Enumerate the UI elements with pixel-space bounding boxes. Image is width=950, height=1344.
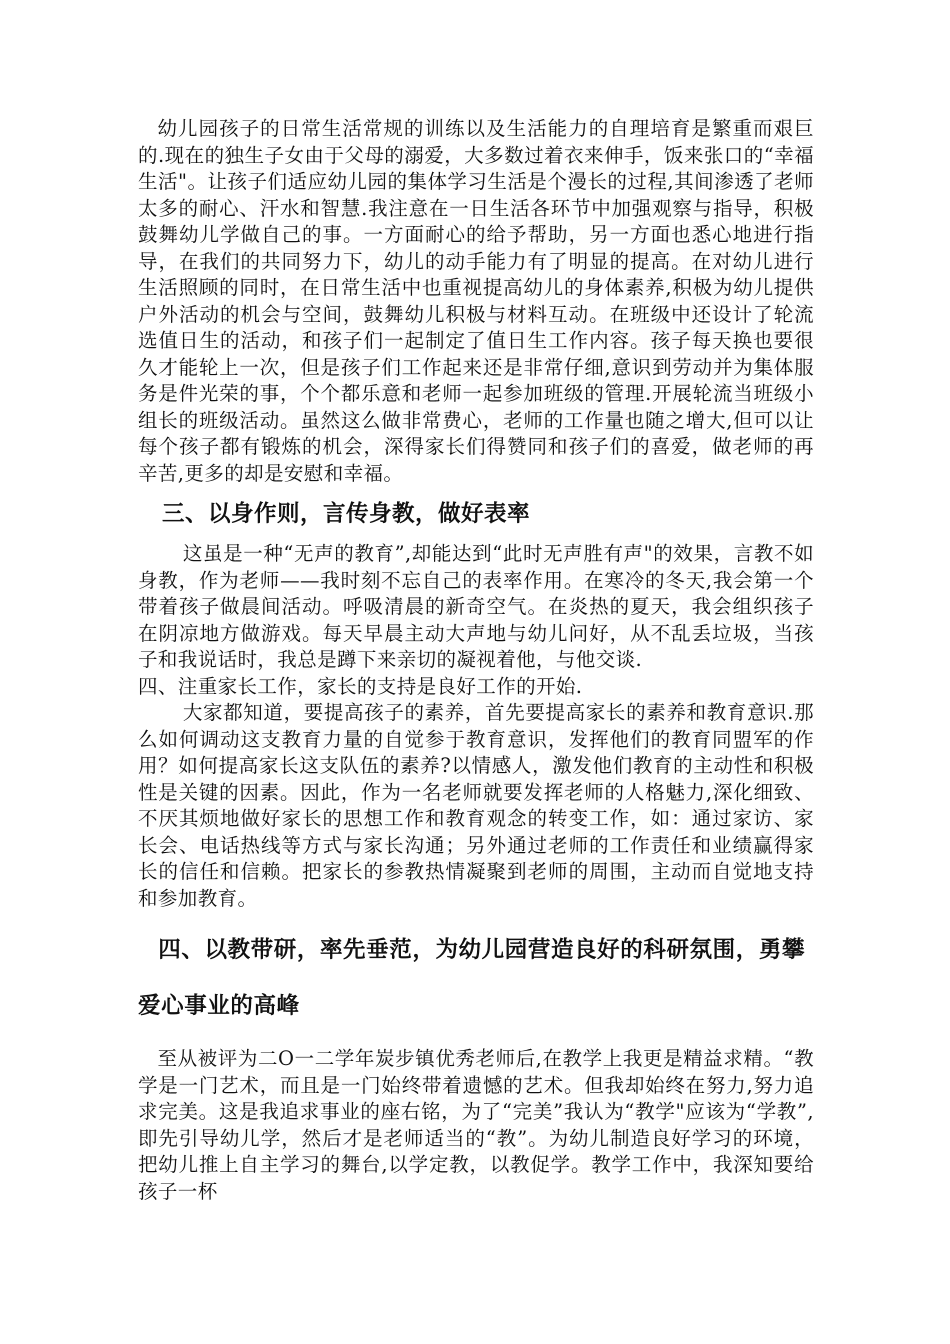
- paragraph-leading-by-example: 这虽是一种“无声的教育”,却能达到“此时无声胜有声"的效果，言教不如身教，作为老师——我时刻不忘自己的表率作用。在寒冷的冬天,我会第一个带着孩子做晨间活动。呼吸清晨的新奇空气。在炎热的夏天，我会组织孩子在阴凉地方做游戏。每天早晨主动大声地与幼儿问好，从不乱丢垃圾，当孩子和我说话时，我总是蹲下来亲切的凝视着他，与他交谈.: [138, 542, 814, 671]
- paragraph-teaching-research: 至从被评为二O一二学年炭步镇优秀老师后,在教学上我更是精益求精。“教学是一门艺术，而且是一门始终带着遗憾的艺术。但我却始终在努力,努力追求完美。这是我追求事业的座右铭，为了“完美”我认为“教学"应该为“学教”,即先引导幼儿学，然后才是老师适当的“教”。为幼儿制造良好学习的环境，把幼儿推上自主学习的舞台,以学定教，以教促学。教学工作中，我深知要给孩子一杯: [138, 1047, 814, 1203]
- section-heading-4: 四、以教带研，率先垂范，为幼儿园营造良好的科研氛围，勇攀爱心事业的高峰: [138, 937, 806, 1019]
- section-heading-3: 三、以身作则，言传身教，做好表率: [162, 501, 531, 527]
- paragraph-daily-routine: 幼儿园孩子的日常生活常规的训练以及生活能力的自理培育是繁重而艰巨的.现在的独生子女由于父母的溺爱，大多数过着衣来伸手，饭来张口的“幸福生活"。让孩子们适应幼儿园的集体学习生活是个漫长的过程,其间渗透了老师太多的耐心、汗水和智慧.我注意在一日生活各环节中加强观察与指导，积极鼓舞幼儿学做自己的事。一方面耐心的给予帮助，另一方面也悉心地进行指导，在我们的共同努力下，幼儿的动手能力有了明显的提高。在对幼儿进行生活照顾的同时，在日常生活中也重视提高幼儿的身体素养,积极为幼儿提供户外活动的机会与空间，鼓舞幼儿积极与材料互动。在班级中还设计了轮流选值日生的活动，和孩子们一起制定了值日生工作内容。孩子每天换也要很久才能轮上一次，但是孩子们工作起来还是非常仔细,意识到劳动并为集体服务是件光荣的事，个个都乐意和老师一起参加班级的管理.开展轮流当班级小组长的班级活动。虽然这么做非常费心，老师的工作量也随之增大,但可以让每个孩子都有锻炼的机会，深得家长们得赞同和孩子们的喜爱，做老师的再辛苦,更多的却是安慰和幸福。: [138, 117, 814, 485]
- paragraph-parent-cooperation: 大家都知道，要提高孩子的素养，首先要提高家长的素养和教育意识.那么如何调动这支教育力量的自觉参于教育意识，发挥他们的教育同盟军的作用？如何提高家长这支队伍的素养?以情感人，激发他们教育的主动性和积极性是关键的因素。因此，作为一名老师就要发挥老师的人格魅力,深化细致、不厌其烦地做好家长的思想工作和教育观念的转变工作，如：通过家访、家长会、电话热线等方式与家长沟通；另外通过老师的工作责任和业绩赢得家长的信任和信赖。把家长的参教热情凝聚到老师的周围，主动而自觉地支持和参加教育。: [138, 701, 814, 910]
- subheading-parent-work: 四、注重家长工作，家长的支持是良好工作的开始.: [138, 674, 583, 698]
- document-page: [138, 116, 814, 1205]
